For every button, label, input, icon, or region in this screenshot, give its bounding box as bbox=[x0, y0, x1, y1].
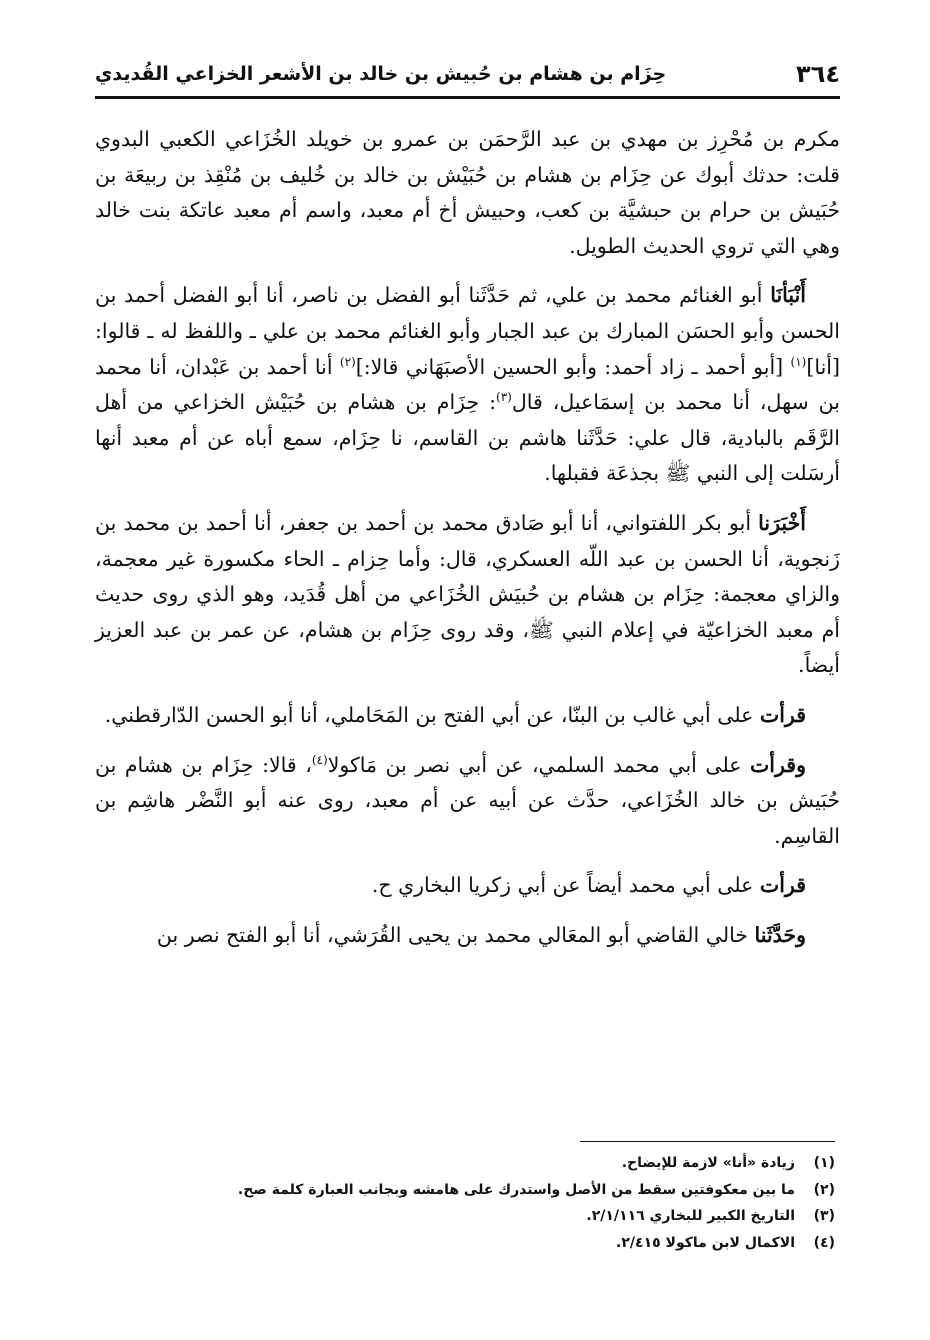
body-text bbox=[95, 122, 840, 967]
footnote-item bbox=[90, 1177, 835, 1204]
paragraph-lead: أَنْبَأنَا bbox=[770, 283, 806, 308]
paragraph-4 bbox=[95, 698, 840, 734]
running-head bbox=[95, 56, 840, 92]
paragraph-lead: وقرأت bbox=[749, 752, 806, 777]
footnote-text: التاريخ الكبير للبخاري ٢/١/١١٦. bbox=[586, 1208, 795, 1224]
footnote-text: زيادة «أنا» لازمة للإيضاح. bbox=[621, 1155, 795, 1171]
paragraph-text: : حِزَام بن هشام بن حُبَيْش الخزاعي من أهل الرَّقَم بالبادية، قال علي: حَدَّثَنا هاشم بن القاسم، نا حِزَام، سمع أباه عن أم معبد أنها أرسَلت إلى النبي ﷺ بجذعَة فقبلها. bbox=[95, 390, 840, 486]
paragraph-text: [أبو أحمد ـ زاد أحمد: وأبو الحسين الأصبَهَاني قالا:] bbox=[355, 354, 791, 379]
paragraph-lead: وحَدَّثَنا bbox=[754, 922, 806, 947]
footnote-item bbox=[90, 1203, 835, 1230]
paragraph-text: ، قالا: حِزَام بن هشام بن حُبَيش بن خالد الخُزَاعي، حدَّث عن أبيه عن أم معبد، روى عنه أبو النَّضْر هاشِم بن القاسِم. bbox=[95, 752, 840, 848]
paragraph-2 bbox=[95, 278, 840, 492]
footnote-item bbox=[90, 1230, 835, 1257]
paragraph-7 bbox=[95, 918, 840, 954]
footnote-number: (١) bbox=[813, 1155, 835, 1171]
paragraph-5 bbox=[95, 748, 840, 855]
paragraph-1 bbox=[95, 122, 840, 264]
paragraph-text: مكرم بن مُحْرِز بن مهدي بن عبد الرَّحمَن بن عمرو بن خويلد الخُزَاعي الكعبي البدوي قلت: حدثك أبوك عن حِزَام بن هشام بن حُبَيْش بن خالد بن خُليف بن مُنْقِذ بن ربيعَة بن حُبَيش بن حرام بن حبشيَّة بن كعب، وحبيش أخ أم معبد، واسم أم معبد عاتكة بنت خالد وهي التي تروي الحديث الطويل. bbox=[95, 127, 840, 258]
footnote-text: الاكمال لابن ماكولا ٢/٤١٥. bbox=[616, 1234, 795, 1251]
paragraph-lead: قرأت bbox=[759, 702, 806, 727]
footnote-number: (٣) bbox=[813, 1208, 835, 1224]
footnote-number: (٢) bbox=[813, 1181, 835, 1198]
paragraph-lead: قرأت bbox=[759, 873, 806, 898]
page-number: ٣٦٤ bbox=[796, 60, 840, 88]
header-rule bbox=[95, 96, 840, 99]
footnote-text: ما بين معكوفتين سقط من الأصل واستدرك على هامشه وبجانب العبارة كلمة صح. bbox=[237, 1181, 795, 1198]
paragraph-text: أبو الغنائم محمد بن علي، ثم حَدَّثَنا أبو الفضل بن ناصر، أنا أبو الفضل أحمد بن الحسن وأبو الحسَن المبارك بن عبد الجبار وأبو الغنائم محمد بن علي ـ واللفظ له ـ قالوا: [أنا] bbox=[95, 283, 840, 379]
paragraph-3 bbox=[95, 506, 840, 684]
footnotes bbox=[90, 1150, 835, 1256]
header-title: حِزَام بن هشام بن حُبيش بن خالد بن الأشعر الخزاعي القُديدي bbox=[95, 63, 667, 85]
paragraph-6 bbox=[95, 868, 840, 904]
paragraph-text: على أبي محمد أيضاً عن أبي زكريا البخاري ح. bbox=[371, 873, 754, 898]
paragraph-text: على أبي غالب بن البنّا، عن أبي الفتح بن المَحَاملي، أنا أبو الحسن الدّارقطني. bbox=[104, 702, 754, 727]
footnote-item bbox=[90, 1150, 835, 1177]
footnote-rule bbox=[580, 1141, 835, 1142]
paragraph-text: أبو بكر اللفتواني، أنا أبو صَادق محمد بن أحمد بن جعفر، أنا أحمد بن محمد بن زَنجوية، أنا الحسن بن عبد اللّه العسكري، قال: وأما حِزام ـ الحاء مكسورة غير معجمة، والزاي معجمة: حِزَام بن هشام بن حُبيَش الخُزَاعي من أهل قُدَيد، وهو الذي روى حديث أم معبد الخزاعيّة في إعلام النبي ﷺ، وقد روى حِزَام بن هشام، عن عمر بن عبد العزيز أيضاً. bbox=[95, 510, 840, 678]
footnote-marker-1: (١) bbox=[790, 354, 807, 369]
footnote-marker-3: (٣) bbox=[496, 390, 512, 405]
footnote-number: (٤) bbox=[813, 1234, 835, 1251]
paragraph-text: على أبي محمد السلمي، عن أبي نصر بن مَاكولا bbox=[327, 752, 742, 777]
footnote-marker-2: (٢) bbox=[339, 354, 356, 369]
paragraph-text: أنا أحمد بن عَبْدان، أنا محمد بن سهل، أنا محمد بن إسمَاعيل، قال bbox=[95, 354, 840, 415]
paragraph-lead: أَخْبَرَنا bbox=[758, 510, 806, 535]
paragraph-text: خالي القاضي أبو المعَالي محمد بن يحيى القُرَشي، أنا أبو الفتح نصر بن bbox=[156, 922, 748, 947]
footnote-marker-4: (٤) bbox=[311, 752, 328, 767]
